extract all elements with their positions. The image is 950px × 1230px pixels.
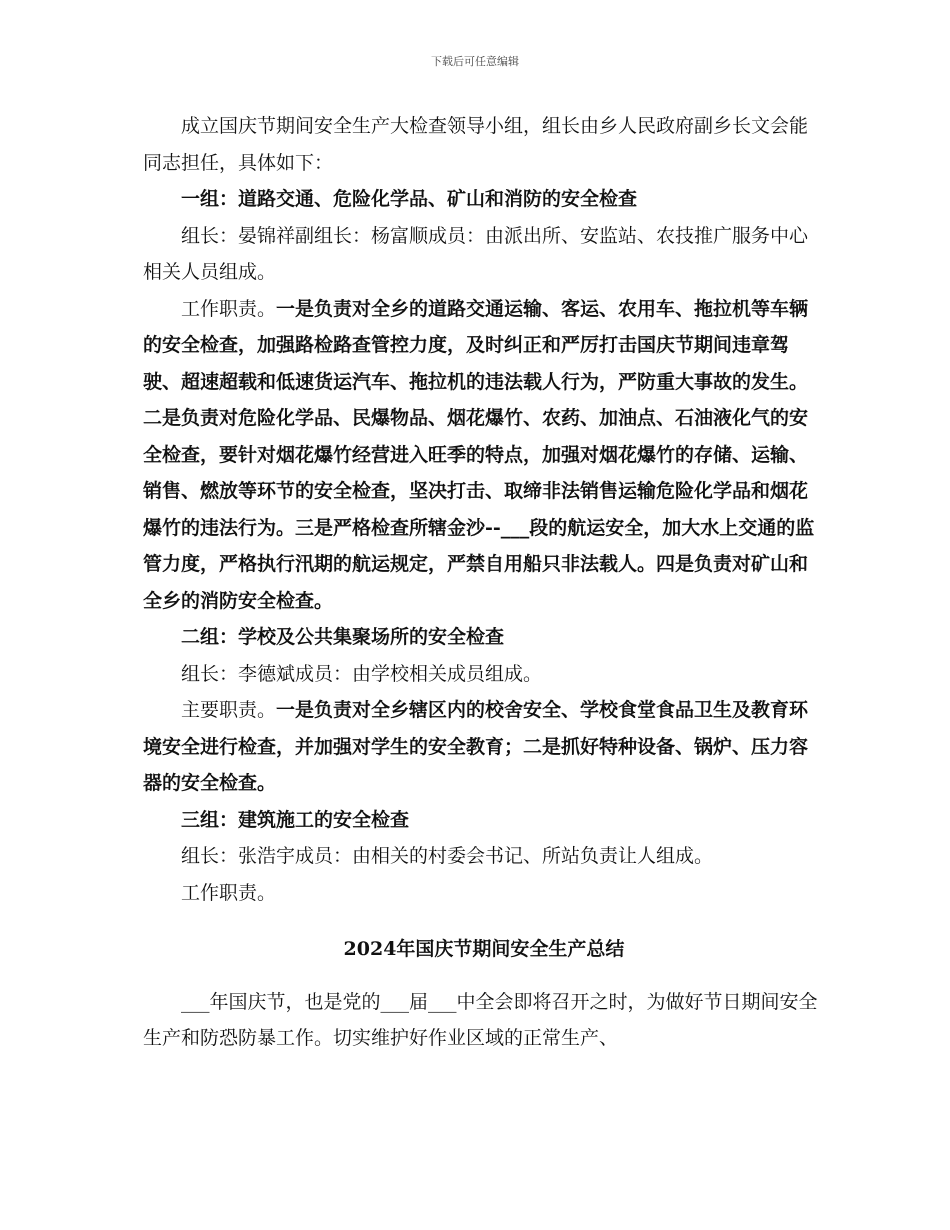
group3-duty: 工作职责。 [181, 881, 277, 904]
intro-paragraph: 成立国庆节期间安全生产大检查领导小组，组长由乡人民政府副乡长文会能同志担任，具体如下： [143, 115, 809, 174]
group1-duty-prefix: 工作职责。 [181, 297, 277, 320]
group1-members: 组长：晏锦祥副组长：杨富顺成员：由派出所、安监站、农技推广服务中心相关人员组成。 [143, 224, 809, 283]
group3-members: 组长：张浩宇成员：由相关的村委会书记、所站负责让人组成。 [181, 845, 714, 867]
group2-duty [143, 692, 825, 802]
group2-members: 组长：李德斌成员：由学校相关成员组成。 [181, 662, 543, 685]
summary-paragraph: ___年国庆节，也是党的___届___中全会即将召开之时，为做好节日期间安全生产和防恐防暴工作。切实维护好作业区域的正常生产、 [143, 990, 818, 1049]
section-title: 2024年国庆节期间安全生产总结 [343, 938, 625, 960]
group2-duty-prefix: 主要职责。 [181, 699, 277, 721]
group1-duty-body: 一是负责对全乡的道路交通运输、客运、农用车、拖拉机等车辆的安全检查，加强路检路查管控力度，及时纠正和严厉打击国庆节期间违章驾驶、超速超载和低速货运汽车、拖拉机的违法载人行为，严防重大事故的发生。二是负责对危险化学品、民爆物品、烟花爆竹、农药、加油点、石油液化气的安全检查，要针对烟花爆竹经营进入旺季的特点，加强对烟花爆竹的存储、运输、销售、燃放等环节的安全检查，坚决打击、取缔非法销售运输危险化学品和烟花爆竹的违法行为。三是严格检查所辖金沙--___段的航运安全，加大水上交通的监管力度，严格执行汛期的航运规定，严禁自用船只非法载人。四是负责对矿山和全乡的消防安全检查。 [143, 297, 815, 612]
group3-heading: 三组：建筑施工的安全检查 [181, 808, 410, 831]
group2-heading: 二组：学校及公共集聚场所的安全检查 [181, 626, 505, 648]
page-header: 下载后可任意编辑 [431, 55, 519, 68]
group1-heading: 一组：道路交通、危险化学品、矿山和消防的安全检查 [181, 188, 638, 210]
group2-duty-body: 一是负责对全乡辖区内的校舍安全、学校食堂食品卫生及教育环境安全进行检查，并加强对学生的安全教育；二是抓好特种设备、锅炉、压力容器的安全检查。 [143, 699, 809, 794]
document-body [143, 108, 825, 1057]
group1-duty [143, 291, 825, 620]
